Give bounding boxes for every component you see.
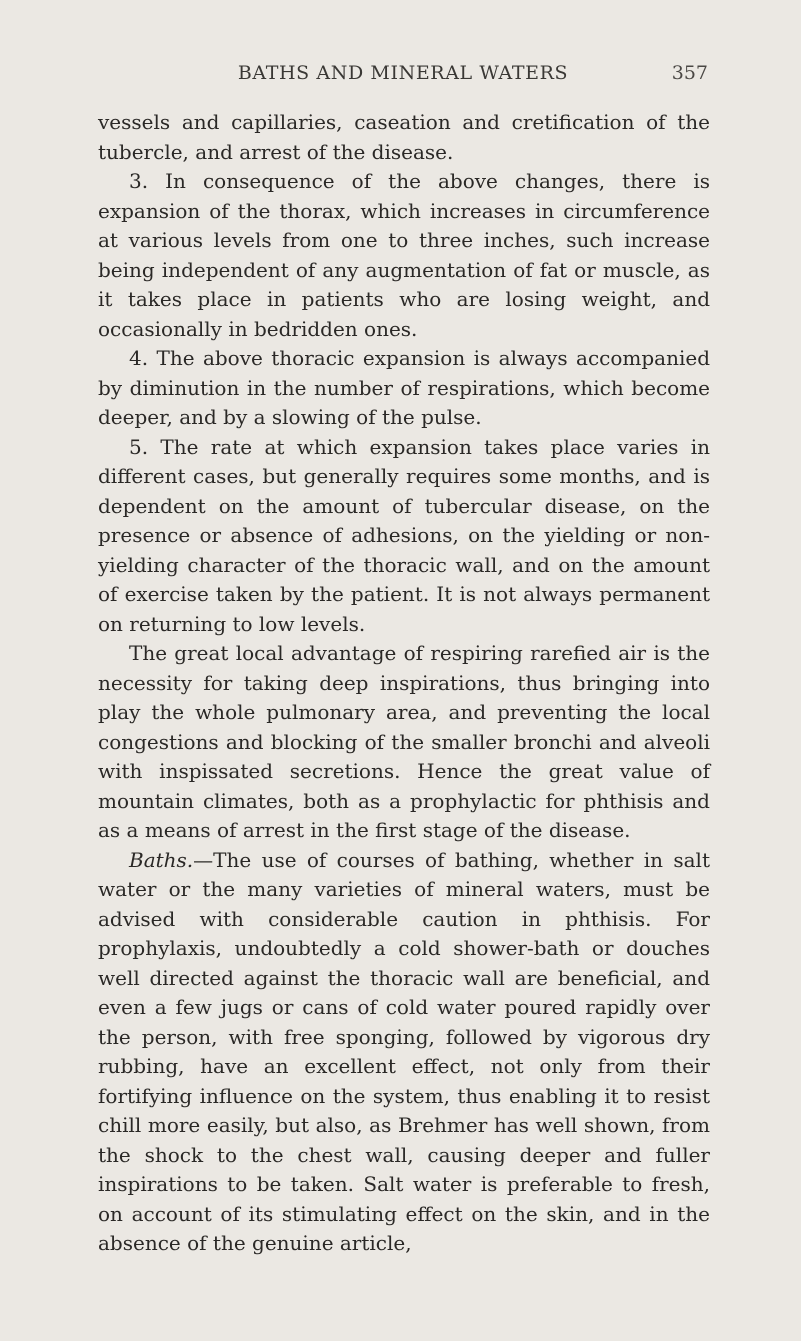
paragraph-continuation: vessels and capillaries, caseation and cretification of the tubercle, and arrest of the disease.: [98, 110, 710, 164]
baths-text: —The use of courses of bathing, whether in salt water or the many varieties of mineral waters, must be advised with considerable caution in phthisis. For prophylaxis, undoubtedly a cold shower-bath or douches well directed against the thoracic wall are beneficial, and even a few jugs or cans of cold water poured rapidly over the person, with free sponging, followed by vigorous dry rubbing, have an excellent effect, not only from their fortifying influence on the system, thus enabling it to resist chill more easily, but also, as Brehmer has well shown, from the shock to the chest wall, causing deeper and fuller inspirations to be taken. Salt water is preferable to fresh, on account of its stimulating effect on the skin, and in the absence of the genuine article,: [98, 847, 710, 1255]
paragraph-point-3: 3. In consequence of the above changes, there is expansion of the thorax, which increases in circumference at various levels from one to three inches, such increase being independent of any augmentation of fat or muscle, as it takes place in patients who are losing weight, and occasionally in bedridden ones.: [98, 169, 710, 341]
paragraph-point-4: 4. The above thoracic expansion is always accompanied by diminution in the number of respirations, which become deeper, and by a slowing of the pulse.: [98, 346, 710, 429]
paragraph-rarefied-air: The great local advantage of respiring rarefied air is the necessity for taking deep inspirations, thus bringing into play the whole pulmonary area, and preventing the local congestions and blocking of the smaller bronchi and alveoli with inspissated secretions. Hence the great value of mountain climates, both as a prophylactic for phthisis and as a means of arrest in the first stage of the disease.: [98, 641, 710, 842]
section-lead-baths: Baths.: [129, 847, 194, 872]
page-number: 357: [671, 62, 708, 84]
page-header: [98, 62, 708, 92]
paragraph-point-5: 5. The rate at which expansion takes place varies in different cases, but generally requires some months, and is dependent on the amount of tubercular disease, on the presence or absence of adhesions, on the yielding or non-yielding character of the thoracic wall, and on the amount of exercise taken by the patient. It is not always permanent on returning to low levels.: [98, 434, 710, 636]
paragraph-baths: [98, 846, 710, 1259]
body-text: [98, 108, 710, 1259]
running-title: BATHS AND MINERAL WATERS: [237, 62, 569, 84]
